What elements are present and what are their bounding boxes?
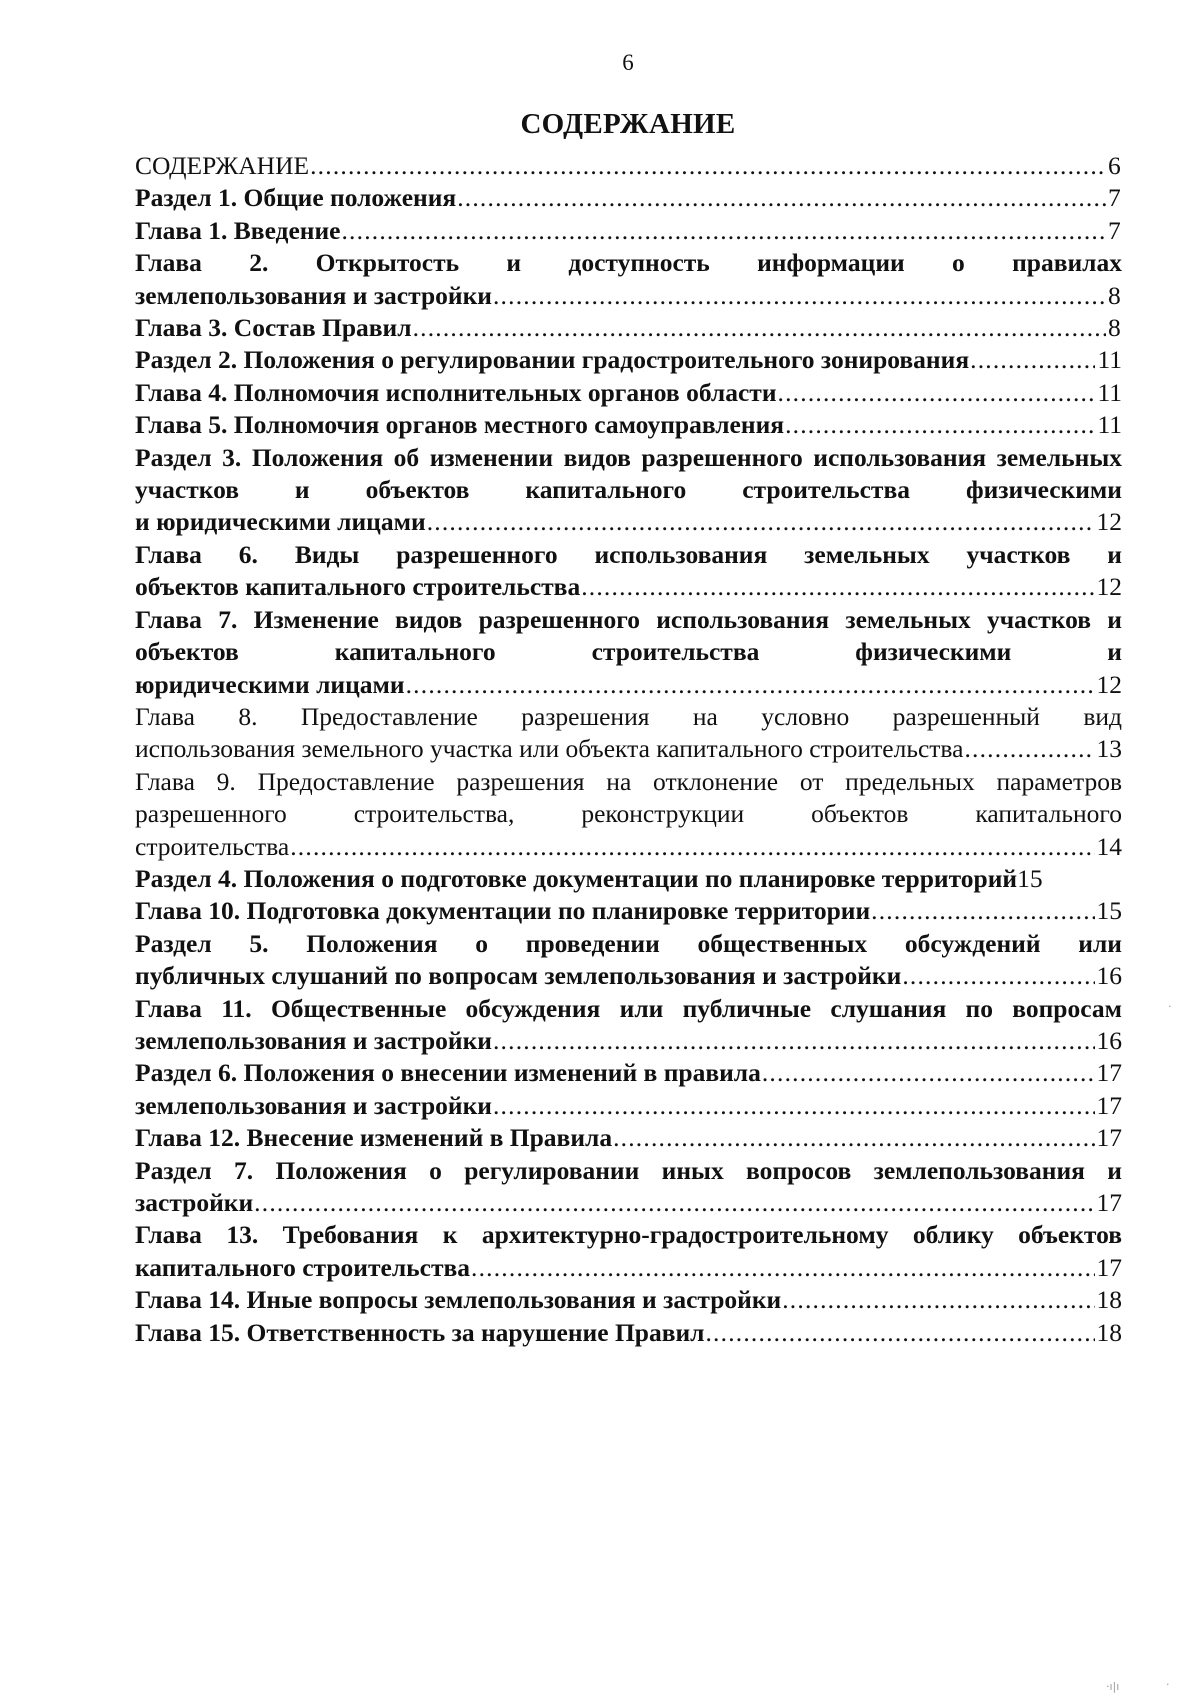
toc-entry[interactable] — [135, 993, 1122, 1058]
toc-entry[interactable] — [135, 766, 1122, 863]
toc-page-number: 18 — [1096, 1285, 1122, 1315]
toc-entry-title-start: Глава 11. Общественные обсуждения или публичные слушания по вопросам — [135, 993, 1122, 1023]
toc-page-number: 15 — [1096, 896, 1122, 926]
toc-dot-leader — [778, 377, 1096, 409]
toc-entry-title-start: Глава 6. Виды разрешенного использования земельных участков и — [135, 539, 1122, 569]
toc-page-number: 17 — [1096, 1090, 1122, 1120]
toc-entry[interactable] — [135, 1155, 1122, 1220]
toc-entry[interactable] — [135, 928, 1122, 993]
toc-entry[interactable] — [135, 701, 1122, 766]
toc-entry-last-line — [135, 1317, 1122, 1349]
toc-entry-last-line — [135, 280, 1122, 312]
toc-entry-title-start: Глава 13. Требования к архитектурно-градостроительному облику объектов — [135, 1220, 1122, 1250]
toc-page-number: 13 — [1096, 734, 1122, 764]
toc-entry-title: Глава 1. Введение — [135, 215, 341, 245]
toc-dot-leader — [782, 1284, 1094, 1316]
toc-entry-last-line — [135, 215, 1122, 247]
toc-entry-title-start: Глава 2. Открытость и доступность информации о правилах — [135, 248, 1122, 278]
toc-entry-title: Глава 14. Иные вопросы землепользования и застройки — [135, 1285, 782, 1315]
toc-entry[interactable] — [135, 604, 1122, 701]
toc-entry-last-line — [135, 863, 1149, 895]
toc-page-number: 11 — [1097, 345, 1122, 375]
toc-dot-leader — [493, 1090, 1095, 1122]
scan-artifact: · — [1166, 1678, 1170, 1691]
toc-page-number: 12 — [1096, 572, 1122, 602]
toc-entry-last-line — [135, 895, 1122, 927]
toc-entry[interactable] — [135, 1317, 1122, 1349]
toc-dot-leader — [581, 571, 1094, 603]
toc-entry-title: капитального строительства — [135, 1252, 470, 1282]
toc-entry[interactable] — [135, 247, 1122, 312]
toc-page-number: 16 — [1096, 1025, 1122, 1055]
toc-entry-last-line — [135, 669, 1122, 701]
toc-page-number: 11 — [1097, 377, 1122, 407]
toc-dot-leader — [785, 409, 1095, 441]
toc-entry-last-line — [135, 344, 1122, 376]
toc-entry-title: землепользования и застройки — [135, 280, 492, 310]
toc-page-number: 8 — [1108, 280, 1121, 310]
toc-entry-last-line — [135, 182, 1122, 214]
toc-entry[interactable] — [135, 409, 1122, 441]
toc-dot-leader — [493, 280, 1106, 312]
toc-dot-leader — [406, 669, 1095, 701]
toc-entry-last-line — [135, 409, 1122, 441]
toc-entry-last-line — [135, 506, 1122, 538]
toc-entry[interactable] — [135, 1057, 1122, 1089]
toc-page-number: 7 — [1108, 215, 1121, 245]
toc-page-number: 14 — [1096, 831, 1122, 861]
toc-page-number: 18 — [1096, 1317, 1122, 1347]
toc-entry[interactable] — [135, 1284, 1122, 1316]
toc-dot-leader — [341, 215, 1106, 247]
toc-entry-last-line — [135, 831, 1122, 863]
toc-entry-title: и юридическими лицами — [135, 507, 426, 537]
toc-dot-leader — [254, 1187, 1094, 1219]
toc-entry-title: использования земельного участка или объекта капитального строительства — [135, 734, 964, 764]
toc-entry-last-line — [135, 312, 1122, 344]
page-number: 6 — [622, 50, 634, 75]
toc-entry-title: юридическими лицами — [135, 669, 405, 699]
toc-entry[interactable] — [135, 442, 1122, 539]
toc-entry-title: Глава 12. Внесение изменений в Правила — [135, 1123, 613, 1153]
toc-entry[interactable] — [135, 377, 1122, 409]
toc-entry-title: Раздел 4. Положения о подготовке документации по планировке территорий — [135, 863, 1018, 893]
toc-page-number: 12 — [1096, 669, 1122, 699]
toc-entry-title: СОДЕРЖАНИЕ — [135, 151, 310, 180]
toc-entry-title: Глава 5. Полномочия органов местного самоуправления — [135, 410, 785, 440]
table-of-contents — [135, 150, 1122, 1349]
toc-dot-leader — [310, 150, 1106, 182]
toc-entry-last-line — [135, 150, 1122, 182]
toc-page-number: 11 — [1097, 410, 1122, 440]
toc-entry[interactable] — [135, 150, 1122, 182]
toc-title: СОДЕРЖАНИЕ — [520, 108, 736, 140]
toc-page-number: 17 — [1096, 1058, 1122, 1088]
toc-dot-leader — [613, 1122, 1094, 1154]
toc-dot-leader — [902, 960, 1094, 992]
toc-entry[interactable] — [135, 1122, 1122, 1154]
toc-entry-title: Глава 4. Полномочия исполнительных органов области — [135, 377, 777, 407]
toc-entry[interactable] — [135, 1090, 1122, 1122]
toc-entry-last-line — [135, 1122, 1122, 1154]
toc-dot-leader — [964, 733, 1094, 765]
toc-entry-title-start: Раздел 5. Положения о проведении общественных обсуждений или — [135, 928, 1122, 958]
toc-entry-last-line — [135, 1025, 1122, 1057]
toc-entry-title: землепользования и застройки — [135, 1025, 492, 1055]
toc-entry-last-line — [135, 1252, 1122, 1284]
toc-entry-title-start: Раздел 7. Положения о регулировании иных вопросов землепользования и — [135, 1155, 1122, 1185]
toc-entry-title: Раздел 1. Общие положения — [135, 183, 457, 213]
toc-dot-leader — [705, 1317, 1094, 1349]
toc-dot-leader — [762, 1057, 1095, 1089]
toc-entry-last-line — [135, 1057, 1122, 1089]
toc-page-number: 16 — [1096, 961, 1122, 991]
toc-dot-leader — [290, 831, 1094, 863]
scan-artifact: ·ı|ı — [1106, 1680, 1120, 1693]
toc-page-number: 12 — [1096, 507, 1122, 537]
toc-entry-title: Глава 10. Подготовка документации по планировке территории — [135, 896, 871, 926]
toc-entry[interactable] — [135, 863, 1149, 895]
toc-entry[interactable] — [135, 215, 1122, 247]
toc-dot-leader — [471, 1252, 1095, 1284]
toc-dot-leader — [970, 344, 1095, 376]
toc-page-number: 17 — [1096, 1123, 1122, 1153]
scan-artifact: · — [1168, 1000, 1172, 1013]
toc-entry-title: объектов капитального строительства — [135, 572, 581, 602]
toc-entry-title-start: Раздел 3. Положения об изменении видов разрешенного использования земельных участков и объектов капитального строительства физическими — [135, 442, 1122, 505]
toc-page-number: 7 — [1108, 183, 1121, 213]
toc-entry-last-line — [135, 1090, 1122, 1122]
toc-entry-title: публичных слушаний по вопросам землепользования и застройки — [135, 961, 902, 991]
toc-dot-leader — [871, 895, 1094, 927]
toc-entry[interactable] — [135, 182, 1122, 214]
toc-entry[interactable] — [135, 1219, 1122, 1284]
toc-entry[interactable] — [135, 312, 1122, 344]
toc-entry-last-line — [135, 960, 1122, 992]
toc-entry[interactable] — [135, 539, 1122, 604]
toc-dot-leader — [427, 506, 1095, 538]
toc-page-number: 17 — [1096, 1252, 1122, 1282]
toc-dot-leader — [413, 312, 1106, 344]
toc-entry-title-start: Глава 9. Предоставление разрешения на отклонение от предельных параметров разрешенного строительства, реконструкции объектов капитального — [135, 766, 1122, 829]
toc-entry-last-line — [135, 1187, 1122, 1219]
toc-page-number: 17 — [1096, 1188, 1122, 1217]
toc-entry-title-start: Глава 8. Предоставление разрешения на условно разрешенный вид — [135, 701, 1122, 731]
toc-entry-last-line — [135, 377, 1122, 409]
toc-entry-title: Раздел 2. Положения о регулировании градостроительного зонирования — [135, 345, 970, 375]
toc-page-number: 6 — [1108, 151, 1121, 180]
toc-entry-title: Раздел 6. Положения о внесении изменений в правила — [135, 1058, 761, 1088]
toc-entry-last-line — [135, 571, 1122, 603]
toc-entry[interactable] — [135, 895, 1122, 927]
toc-page-number: 15 — [1017, 863, 1043, 893]
toc-entry-title: строительства — [135, 831, 290, 861]
toc-entry-title: Глава 15. Ответственность за нарушение Правил — [135, 1317, 705, 1347]
toc-entry[interactable] — [135, 344, 1122, 376]
toc-dot-leader — [457, 182, 1106, 214]
toc-entry-title: застройки — [135, 1188, 254, 1217]
toc-page-number: 8 — [1108, 313, 1121, 343]
toc-entry-title: Глава 3. Состав Правил — [135, 313, 412, 343]
toc-entry-last-line — [135, 1284, 1122, 1316]
toc-entry-title: землепользования и застройки — [135, 1090, 492, 1120]
toc-entry-last-line — [135, 733, 1122, 765]
toc-dot-leader — [493, 1025, 1095, 1057]
toc-entry-title-start: Глава 7. Изменение видов разрешенного использования земельных участков и объектов капитального строительства физическими и — [135, 604, 1122, 667]
